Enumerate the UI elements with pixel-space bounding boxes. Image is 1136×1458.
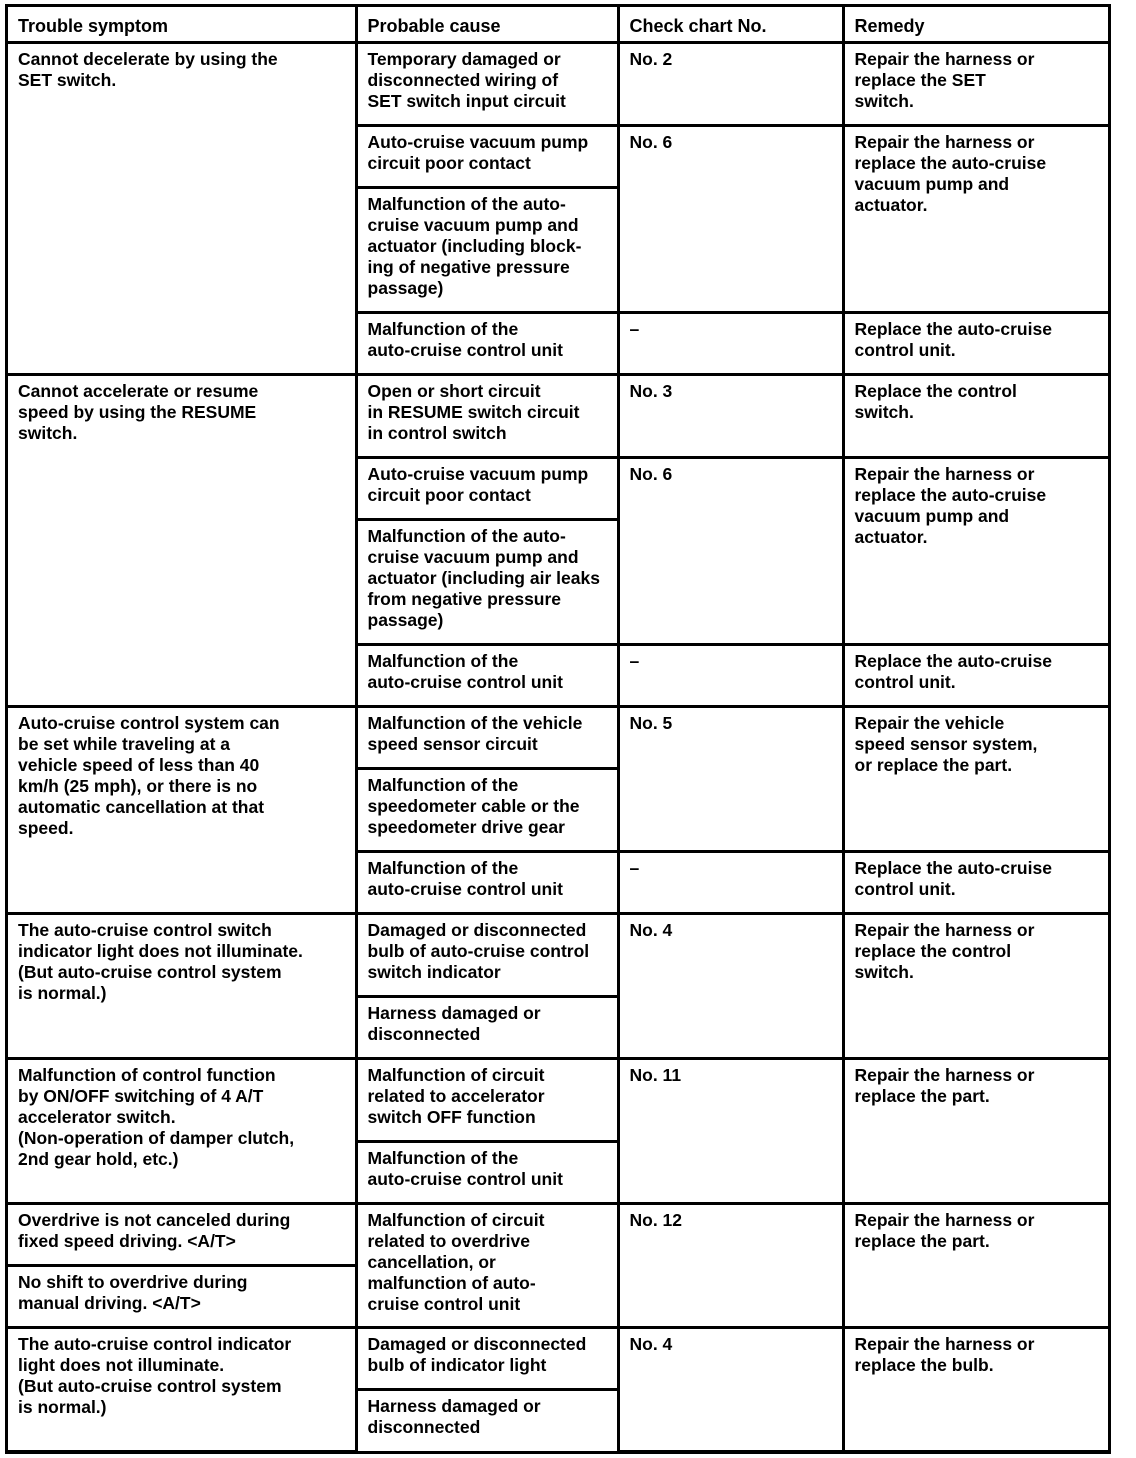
probable-cause-cell: Malfunction of circuit related to overdrive cancellation, or malfunction of auto- cruise control unit <box>356 1204 618 1328</box>
remedy-cell: Replace the auto-cruise control unit. <box>843 313 1108 375</box>
probable-cause-cell: Malfunction of the auto-cruise control unit <box>356 1142 618 1204</box>
table-row <box>8 707 1108 769</box>
header-row <box>8 7 1108 43</box>
check-chart-cell: No. 6 <box>618 126 843 313</box>
probable-cause-cell: Damaged or disconnected bulb of auto-cruise control switch indicator <box>356 914 618 997</box>
trouble-symptom-cell: The auto-cruise control switch indicator light does not illuminate. (But auto-cruise control system is normal.) <box>8 914 356 1059</box>
trouble-symptom-cell: No shift to overdrive during manual driving. <A/T> <box>8 1266 356 1328</box>
probable-cause-cell: Malfunction of the auto- cruise vacuum pump and actuator (including air leaks from negative pressure passage) <box>356 520 618 645</box>
check-chart-cell: – <box>618 645 843 707</box>
check-chart-cell: No. 5 <box>618 707 843 852</box>
remedy-cell: Repair the harness or replace the bulb. <box>843 1328 1108 1452</box>
probable-cause-cell: Malfunction of the auto-cruise control unit <box>356 645 618 707</box>
table-row <box>8 1204 1108 1266</box>
remedy-cell: Repair the vehicle speed sensor system, or replace the part. <box>843 707 1108 852</box>
header-remedy: Remedy <box>843 7 1108 43</box>
header-trouble-symptom: Trouble symptom <box>8 7 356 43</box>
remedy-cell: Replace the auto-cruise control unit. <box>843 852 1108 914</box>
remedy-cell: Replace the control switch. <box>843 375 1108 458</box>
check-chart-cell: No. 4 <box>618 914 843 1059</box>
probable-cause-cell: Malfunction of the auto- cruise vacuum pump and actuator (including block- ing of negative pressure passage) <box>356 188 618 313</box>
probable-cause-cell: Malfunction of the auto-cruise control unit <box>356 852 618 914</box>
trouble-symptom-cell: Cannot accelerate or resume speed by using the RESUME switch. <box>8 375 356 707</box>
header-check-chart-no: Check chart No. <box>618 7 843 43</box>
trouble-symptom-cell: Overdrive is not canceled during fixed speed driving. <A/T> <box>8 1204 356 1266</box>
troubleshooting-table <box>8 7 1108 1453</box>
table-row <box>8 43 1108 126</box>
probable-cause-cell: Malfunction of the speedometer cable or the speedometer drive gear <box>356 769 618 852</box>
trouble-symptom-cell: The auto-cruise control indicator light does not illuminate. (But auto-cruise control system is normal.) <box>8 1328 356 1452</box>
check-chart-cell: No. 11 <box>618 1059 843 1204</box>
probable-cause-cell: Open or short circuit in RESUME switch circuit in control switch <box>356 375 618 458</box>
remedy-cell: Repair the harness or replace the part. <box>843 1059 1108 1204</box>
check-chart-cell: No. 6 <box>618 458 843 645</box>
check-chart-cell: No. 2 <box>618 43 843 126</box>
remedy-cell: Repair the harness or replace the auto-cruise vacuum pump and actuator. <box>843 458 1108 645</box>
probable-cause-cell: Temporary damaged or disconnected wiring of SET switch input circuit <box>356 43 618 126</box>
check-chart-cell: No. 4 <box>618 1328 843 1452</box>
table-row <box>8 914 1108 997</box>
probable-cause-cell: Damaged or disconnected bulb of indicator light <box>356 1328 618 1390</box>
remedy-cell: Repair the harness or replace the part. <box>843 1204 1108 1328</box>
trouble-symptom-cell: Cannot decelerate by using the SET switch. <box>8 43 356 375</box>
remedy-cell: Repair the harness or replace the auto-cruise vacuum pump and actuator. <box>843 126 1108 313</box>
check-chart-cell: – <box>618 852 843 914</box>
probable-cause-cell: Malfunction of circuit related to accelerator switch OFF function <box>356 1059 618 1142</box>
probable-cause-cell: Malfunction of the auto-cruise control unit <box>356 313 618 375</box>
probable-cause-cell: Auto-cruise vacuum pump circuit poor contact <box>356 126 618 188</box>
table-row <box>8 1328 1108 1390</box>
table-row <box>8 1059 1108 1142</box>
trouble-symptom-cell: Auto-cruise control system can be set while traveling at a vehicle speed of less than 40 km/h (25 mph), or there is no automatic cancellation at that speed. <box>8 707 356 914</box>
table-row <box>8 375 1108 458</box>
trouble-symptom-cell: Malfunction of control function by ON/OFF switching of 4 A/T accelerator switch. (Non-operation of damper clutch, 2nd gear hold, etc.) <box>8 1059 356 1204</box>
header-probable-cause: Probable cause <box>356 7 618 43</box>
check-chart-cell: No. 3 <box>618 375 843 458</box>
probable-cause-cell: Harness damaged or disconnected <box>356 1390 618 1452</box>
troubleshooting-table-frame <box>5 4 1111 1454</box>
probable-cause-cell: Auto-cruise vacuum pump circuit poor contact <box>356 458 618 520</box>
remedy-cell: Replace the auto-cruise control unit. <box>843 645 1108 707</box>
remedy-cell: Repair the harness or replace the SET switch. <box>843 43 1108 126</box>
check-chart-cell: – <box>618 313 843 375</box>
remedy-cell: Repair the harness or replace the control switch. <box>843 914 1108 1059</box>
probable-cause-cell: Harness damaged or disconnected <box>356 997 618 1059</box>
probable-cause-cell: Malfunction of the vehicle speed sensor circuit <box>356 707 618 769</box>
check-chart-cell: No. 12 <box>618 1204 843 1328</box>
